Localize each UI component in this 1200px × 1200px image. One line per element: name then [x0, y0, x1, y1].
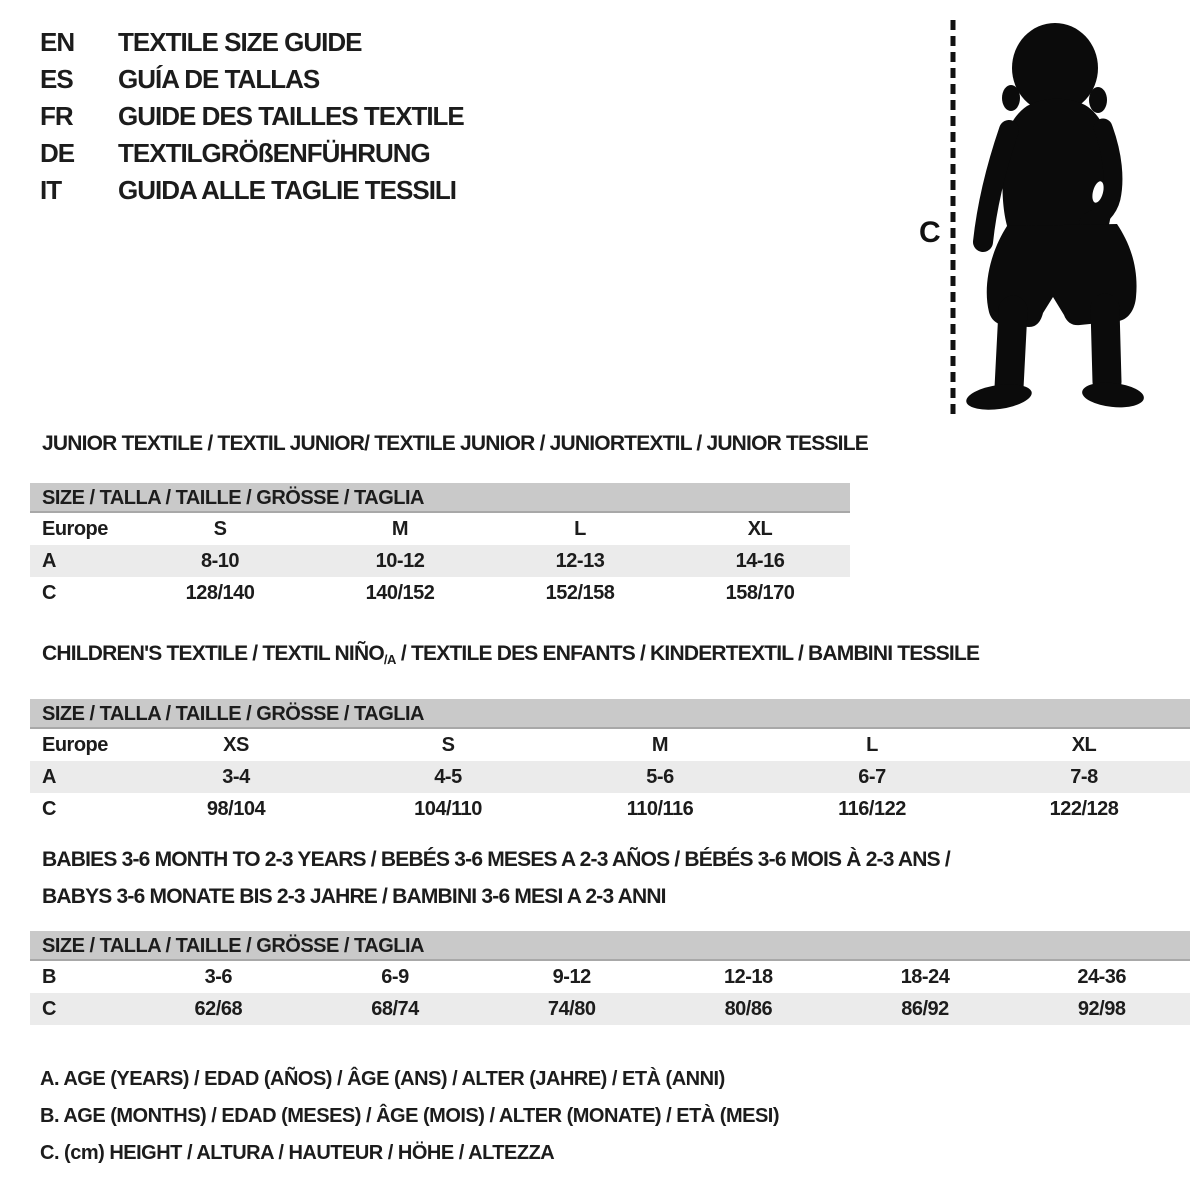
- cell: 62/68: [194, 998, 243, 1020]
- cell: 6-7: [858, 766, 886, 788]
- cell: 14-16: [735, 550, 785, 572]
- section-title-babies: [42, 841, 1190, 915]
- row-label: A: [42, 766, 56, 788]
- title-part: CHILDREN'S TEXTILE / TEXTIL NIÑO: [42, 642, 384, 665]
- cell: L: [574, 518, 586, 540]
- title-line-1: BABIES 3-6 MONTH TO 2-3 YEARS / BEBÉS 3-6 MESES A 2-3 AÑOS / BÉBÉS 3-6 MOIS À 2-3 ANS /: [42, 848, 950, 871]
- cell: S: [441, 734, 455, 756]
- cell: XS: [223, 734, 249, 756]
- junior-size-table: [30, 483, 850, 609]
- cell: 9-12: [552, 966, 591, 988]
- language-title: GUIDA ALLE TAGLIE TESSILI: [118, 175, 457, 205]
- cell: 3-4: [222, 766, 250, 788]
- language-title: TEXTILGRÖßENFÜHRUNG: [118, 138, 430, 168]
- size-header-bar: SIZE / TALLA / TAILLE / GRÖSSE / TAGLIA: [30, 699, 1190, 729]
- cell: 7-8: [1070, 766, 1098, 788]
- language-title: GUIDE DES TAILLES TEXTILE: [118, 101, 464, 131]
- language-code: DE: [40, 138, 75, 168]
- section-childrens-textile: [30, 641, 1190, 825]
- toddler-silhouette: [965, 23, 1145, 413]
- language-row-es: [40, 61, 464, 98]
- toddler-silhouette-graphic: [905, 10, 1155, 420]
- table-row-age: [30, 761, 1190, 793]
- cell: S: [213, 518, 227, 540]
- table-row-age-months: [30, 961, 1190, 993]
- table-row-age: [30, 545, 850, 577]
- cell: 4-5: [434, 766, 462, 788]
- section-junior-textile: [30, 431, 1190, 609]
- cell: 8-10: [200, 550, 240, 572]
- language-code: IT: [40, 175, 62, 205]
- language-row-en: [40, 24, 464, 61]
- cell: 128/140: [185, 582, 255, 604]
- cell: M: [391, 518, 409, 540]
- cell: 68/74: [371, 998, 419, 1020]
- language-code: EN: [40, 27, 75, 57]
- table-row-europe: [30, 729, 1190, 761]
- row-label: Europe: [42, 734, 108, 756]
- cell: 12-13: [555, 550, 605, 572]
- table-row-height: [30, 577, 850, 609]
- language-code: FR: [40, 101, 73, 131]
- size-header-bar: SIZE / TALLA / TAILLE / GRÖSSE / TAGLIA: [30, 483, 850, 513]
- language-title: GUÍA DE TALLAS: [118, 64, 320, 94]
- cell: 12-18: [724, 966, 773, 988]
- table-row-height: [30, 793, 1190, 825]
- cell: 140/152: [365, 582, 435, 604]
- cell: 110/116: [626, 798, 694, 820]
- row-label: C: [42, 798, 56, 820]
- language-row-it: [40, 172, 464, 209]
- row-label: B: [42, 966, 56, 988]
- cell: 6-9: [381, 966, 409, 988]
- table-row-europe: [30, 513, 850, 545]
- children-size-table: [30, 699, 1190, 825]
- cell: 116/122: [838, 798, 906, 820]
- cell: 5-6: [646, 766, 674, 788]
- cell: 10-12: [375, 550, 425, 572]
- cell: 92/98: [1077, 998, 1126, 1020]
- cell: 74/80: [547, 998, 596, 1020]
- measure-legend: [40, 1061, 779, 1172]
- cell: 18-24: [900, 966, 950, 988]
- cell: XL: [1071, 734, 1097, 756]
- cell: 122/128: [1049, 798, 1119, 820]
- legend-line-c: C. (cm) HEIGHT / ALTURA / HAUTEUR / HÖHE / ALTEZZA: [40, 1142, 555, 1164]
- size-header-bar: SIZE / TALLA / TAILLE / GRÖSSE / TAGLIA: [30, 931, 1190, 961]
- cell: L: [866, 734, 878, 756]
- section-title-children: [42, 641, 1190, 672]
- measure-c-label: C: [919, 216, 941, 249]
- language-row-fr: [40, 98, 464, 135]
- title-subscript: /A: [383, 652, 396, 667]
- cell: 3-6: [204, 966, 233, 988]
- row-label: A: [42, 550, 56, 572]
- cell: 158/170: [725, 582, 795, 604]
- legend-line-a: A. AGE (YEARS) / EDAD (AÑOS) / ÂGE (ANS) / ALTER (JAHRE) / ETÀ (ANNI): [40, 1068, 725, 1090]
- cell: XL: [747, 518, 773, 540]
- babies-size-table: [30, 931, 1190, 1025]
- title-line-2: BABYS 3-6 MONATE BIS 2-3 JAHRE / BAMBINI 3-6 MESI A 2-3 ANNI: [42, 885, 666, 908]
- language-title-list: [40, 24, 464, 209]
- cell: 80/86: [724, 998, 773, 1020]
- cell: 24-36: [1077, 966, 1127, 988]
- language-code: ES: [40, 64, 73, 94]
- height-measure-figure: [905, 10, 1155, 420]
- cell: 152/158: [545, 582, 615, 604]
- title-part: / TEXTILE DES ENFANTS / KINDERTEXTIL / BAMBINI TESSILE: [395, 642, 980, 665]
- cell: 98/104: [206, 798, 266, 820]
- row-label: C: [42, 582, 56, 604]
- row-label: Europe: [42, 518, 108, 540]
- row-label: C: [42, 998, 56, 1020]
- cell: M: [651, 734, 669, 756]
- cell: 86/92: [901, 998, 949, 1020]
- language-row-de: [40, 135, 464, 172]
- legend-line-b: B. AGE (MONTHS) / EDAD (MESES) / ÂGE (MOIS) / ALTER (MONATE) / ETÀ (MESI): [40, 1105, 780, 1127]
- table-row-height: [30, 993, 1190, 1025]
- section-babies-textile: [30, 841, 1190, 1025]
- language-title: TEXTILE SIZE GUIDE: [118, 27, 362, 57]
- cell: 104/110: [414, 798, 482, 820]
- section-title-junior: JUNIOR TEXTILE / TEXTIL JUNIOR/ TEXTILE JUNIOR / JUNIORTEXTIL / JUNIOR TESSILE: [42, 432, 868, 455]
